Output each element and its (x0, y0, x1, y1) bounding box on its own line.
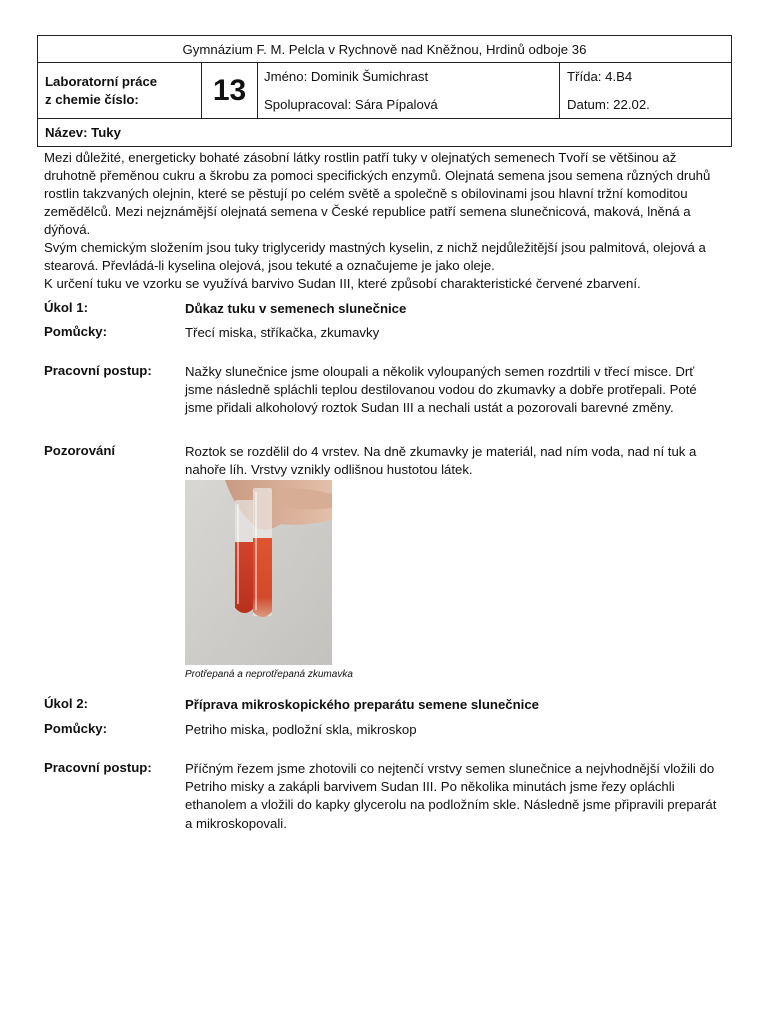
task1-observation: Roztok se rozdělil do 4 vrstev. Na dně zkumavky je materiál, nad ním voda, nad ní tuk a nahoře líh. Vrstvy vznikly odlišnou hustotou látek. (185, 444, 697, 478)
partner-name: Spolupracoval: Sára Pípalová (264, 96, 438, 112)
photo-caption: Protřepaná a neprotřepaná zkumavka (185, 669, 353, 680)
task1-label: Úkol 1: (44, 300, 88, 315)
lab-number: 13 (202, 63, 258, 118)
title-row (38, 119, 731, 146)
task2-procedure-label: Pracovní postup: (44, 760, 152, 775)
class-label: Třída: 4.B4 (567, 69, 633, 85)
task2-tools: Petriho miska, podložní skla, mikroskop (185, 722, 417, 737)
task1-title: Důkaz tuku v semenech slunečnice (185, 301, 407, 316)
document-title: Název: Tuky (45, 125, 121, 140)
intro-paragraph-3: K určení tuku ve vzorku se využívá barvivo Sudan III, které způsobí charakteristické červené zbarvení. (44, 276, 641, 291)
lab-label-line2: z chemie číslo: (45, 91, 139, 107)
intro-text (44, 149, 728, 293)
student-name: Jméno: Dominik Šumichrast (264, 69, 429, 85)
intro-paragraph-2: Svým chemickým složením jsou tuky triglyceridy mastných kyselin, z nichž nejdůležitější jsou palmitová, olejová a stearová. Převládá-li kyselina olejová, jsou tekuté a označujeme je jako oleje. (44, 240, 706, 273)
task1-tools-label: Pomůcky: (44, 324, 108, 339)
names-cell (258, 63, 560, 118)
task2-title: Příprava mikroskopického preparátu semene slunečnice (185, 697, 540, 712)
school-row (38, 36, 731, 63)
class-date-cell (560, 63, 731, 118)
task1-procedure: Nažky slunečnice jsme oloupali a několik vyloupaných semen rozdrtili v třecí misce. Drť jsme následně spláchli teplou destilovanou vodou do zkumavky a dobře protřepali. Poté jsme přidali alkoholový roztok Sudan III a nechali ustát a pozorovali barevné změny. (185, 364, 697, 416)
task1-procedure-label: Pracovní postup: (44, 363, 152, 378)
info-row (38, 63, 731, 119)
task2-procedure: Příčným řezem jsme zhotovili co nejtenčí vrstvy semen slunečnice a nejvhodnější vložili do Petriho misky a zakápli barvivem Sudan III. Po několika minutách jsme řezy opláchli ethanolem a vložili do kapky glycerolu na podložním skle. Následně jsme připravili preparát a mikroskopovali. (185, 761, 717, 831)
date-label: Datum: 22.02. (567, 96, 650, 112)
task2-label: Úkol 2: (44, 696, 88, 711)
task1-tools: Třecí miska, stříkačka, zkumavky (185, 325, 380, 340)
school-name: Gymnázium F. M. Pelcla v Rychnově nad Kněžnou, Hrdinů odboje 36 (182, 41, 587, 57)
task1-observation-label: Pozorování (44, 443, 116, 458)
intro-paragraph-1: Mezi důležité, energeticky bohaté zásobní látky rostlin patří tuky v olejnatých semenech Tvoří se většinou až druhotně přeměnou cukru a škrobu za pomoci specifických enzymů. Olejnatá semena jsou semena různých druhů rostlin takzvaných olejnin, které se pěstují po celém světě a společně s obilovinami jsou hlavní tržní komoditou zemědělců. Mezi nejznámější olejnatá semena v České republice patří semena slunečnicová, maková, lněná a dýňová. (44, 150, 711, 237)
task2-tools-label: Pomůcky: (44, 721, 108, 736)
header-table (37, 35, 732, 147)
lab-label-cell (38, 63, 202, 118)
lab-label-line1: Laboratorní práce (45, 73, 158, 89)
test-tubes-photo (185, 480, 332, 665)
